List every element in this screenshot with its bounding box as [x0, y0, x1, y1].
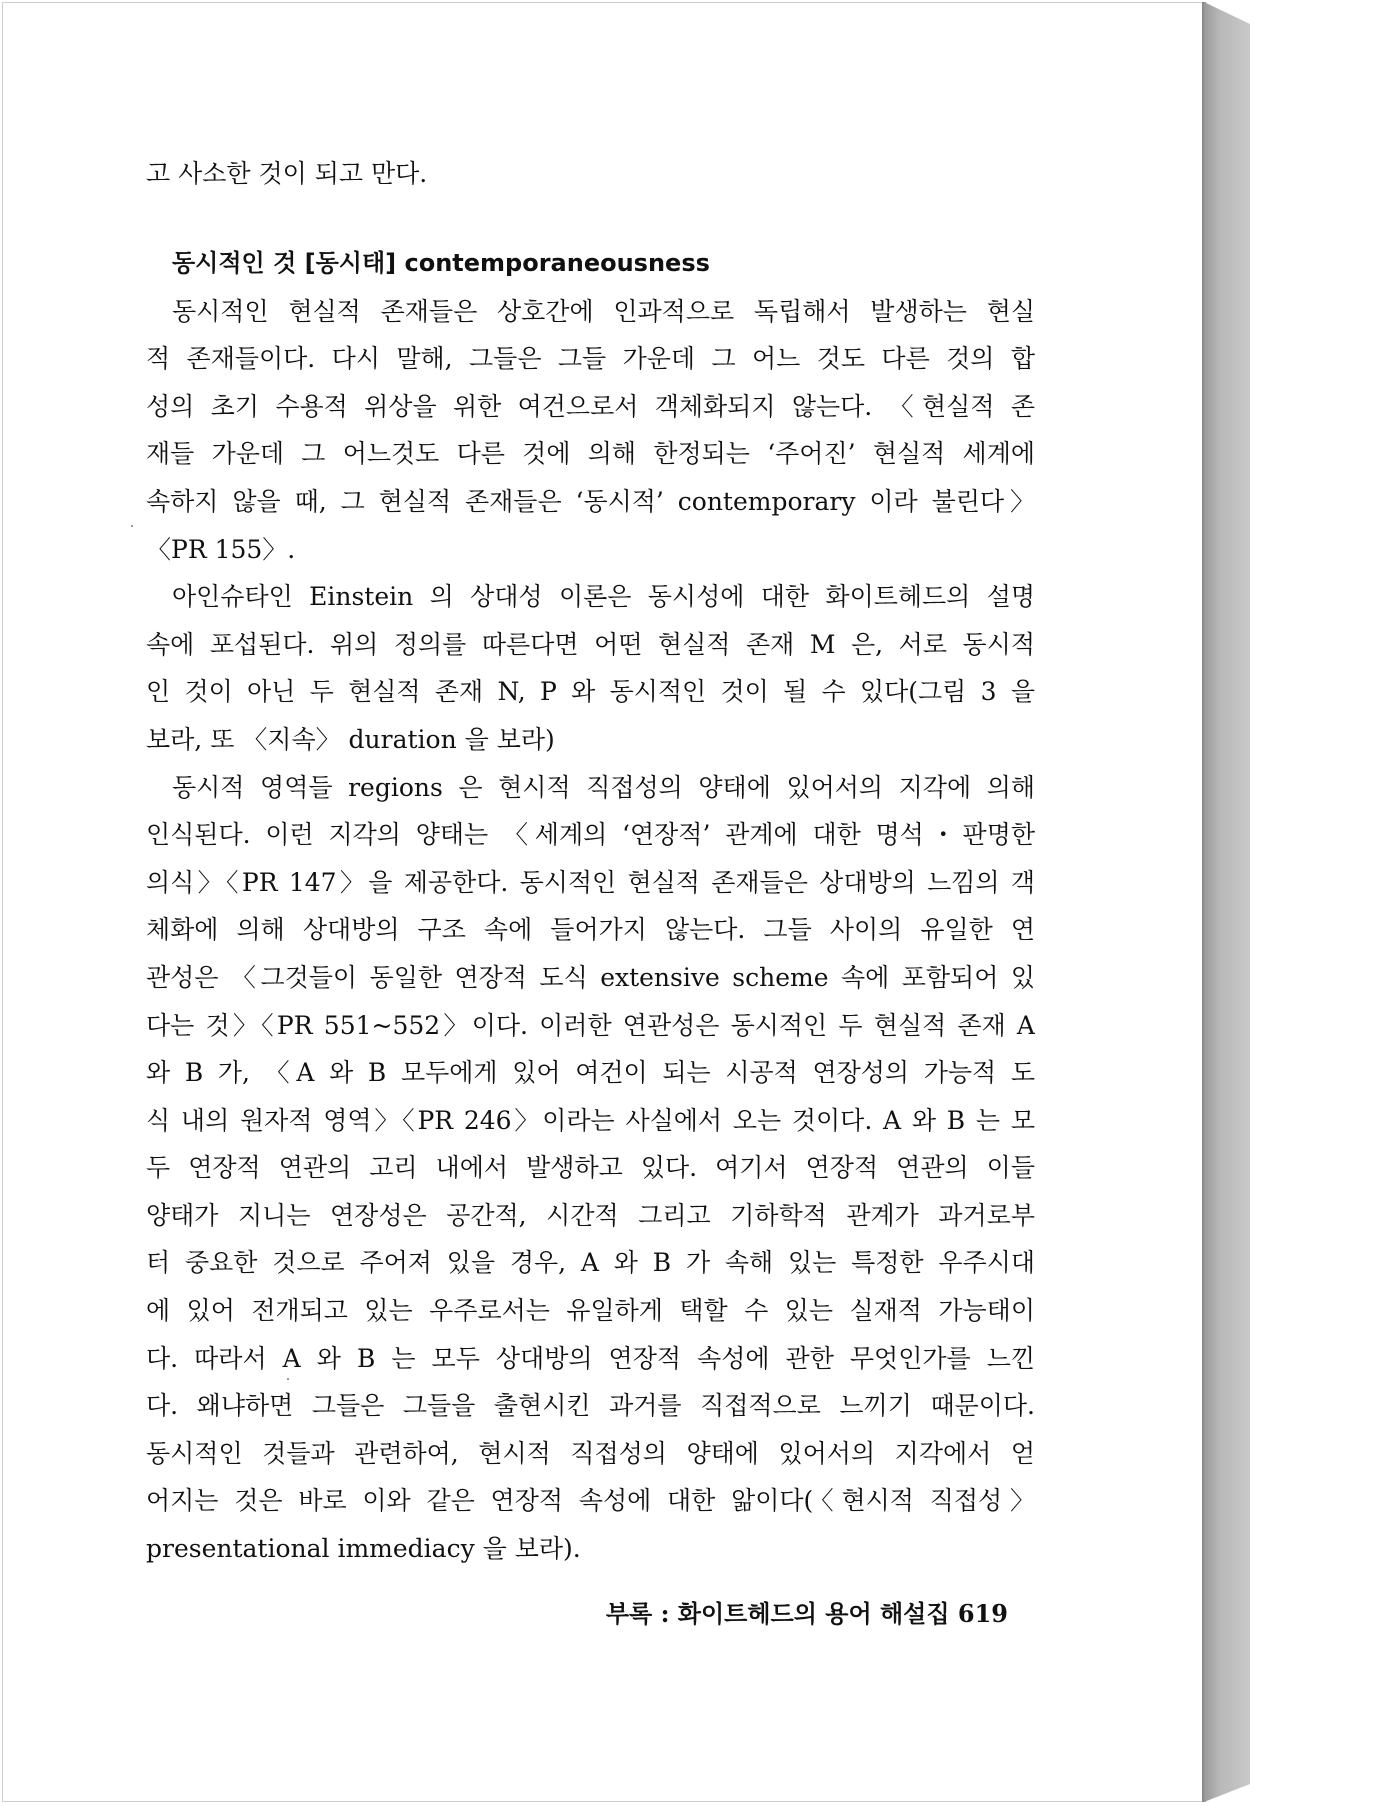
- entry-heading: 동시적인 것 [동시태] contemporaneousness: [172, 248, 710, 277]
- text-line: 의식〉〈PR 147〉을 제공한다. 동시적인 현실적 존재들은 상대방의 느낌의 객: [146, 867, 1035, 897]
- scan-speck: [287, 1378, 289, 1380]
- text-line: 양태가 지니는 연장성은 공간적, 시간적 그리고 기하학적 관계가 과거로부: [146, 1200, 1035, 1230]
- text-line: 와 B 가, 〈A 와 B 모두에게 있어 여건이 되는 시공적 연장성의 가능적 도: [146, 1058, 1035, 1088]
- text-line: 다. 왜냐하면 그들은 그들을 출현시킨 과거를 직접적으로 느끼기 때문이다.: [146, 1391, 1035, 1421]
- text-line: 터 중요한 것으로 주어져 있을 경우, A 와 B 가 속해 있는 특정한 우주시대: [146, 1248, 1035, 1278]
- page-body: [146, 150, 1035, 1573]
- running-footer: 부록 : 화이트헤드의 용어 해설집 619: [605, 1599, 1008, 1628]
- text-line: 다. 따라서 A 와 B 는 모두 상대방의 연장적 속성에 관한 무엇인가를 느낀: [146, 1343, 1035, 1373]
- paragraph: [146, 288, 1035, 574]
- paragraph: [146, 573, 1035, 763]
- text-line: 인식된다. 이런 지각의 양태는 〈세계의 ‘연장적’ 관계에 대한 명석・판명한: [146, 820, 1035, 850]
- text-line: 인 것이 아닌 두 현실적 존재 N, P 와 동시적인 것이 될 수 있다(그림 3 을: [146, 677, 1035, 707]
- text-line: 에 있어 전개되고 있는 우주로서는 유일하게 택할 수 있는 실재적 가능태이: [146, 1296, 1035, 1326]
- text-line: 속에 포섭된다. 위의 정의를 따른다면 어떤 현실적 존재 M 은, 서로 동시적: [146, 629, 1035, 659]
- page-stack-edge: [1204, 2, 1250, 1802]
- text-line: 두 연장적 연관의 고리 내에서 발생하고 있다. 여기서 연장적 연관의 이들: [146, 1153, 1035, 1183]
- text-line: 어지는 것은 바로 이와 같은 연장적 속성에 대한 앎이다(〈현시적 직접성〉: [146, 1486, 1035, 1516]
- text-line: 성의 초기 수용적 위상을 위한 여건으로서 객체화되지 않는다. 〈현실적 존: [146, 391, 1035, 421]
- text-line: 아인슈타인 Einstein 의 상대성 이론은 동시성에 대한 화이트헤드의 설명: [172, 582, 1035, 612]
- text-line: 식 내의 원자적 영역〉〈PR 246〉이라는 사실에서 오는 것이다. A 와 B 는 모: [146, 1105, 1035, 1135]
- paragraph: [146, 764, 1035, 1573]
- text-line: 보라, 또 〈지속〉 duration 을 보라): [146, 724, 555, 754]
- text-line: 관성은 〈그것들이 동일한 연장적 도식 extensive scheme 속에 포함되어 있: [146, 962, 1035, 992]
- text-line: presentational immediacy 을 보라).: [146, 1534, 581, 1564]
- text-line: 체화에 의해 상대방의 구조 속에 들어가지 않는다. 그들 사이의 유일한 연: [146, 915, 1035, 945]
- scan-speck: [131, 525, 133, 527]
- text-line: 다는 것〉〈PR 551~552〉이다. 이러한 연관성은 동시적인 두 현실적 존재 A: [146, 1010, 1035, 1040]
- entry-paragraphs: [146, 288, 1035, 1573]
- text-line: 동시적인 현실적 존재들은 상호간에 인과적으로 독립해서 발생하는 현실: [172, 296, 1035, 326]
- opening-line: 고 사소한 것이 되고 만다.: [146, 159, 428, 188]
- text-line: 〈PR 155〉.: [146, 534, 296, 564]
- text-line: 동시적인 것들과 관련하여, 현시적 직접성의 양태에 있어서의 지각에서 얻: [146, 1438, 1035, 1468]
- section-gap: [146, 198, 1035, 238]
- text-line: 적 존재들이다. 다시 말해, 그들은 그들 가운데 그 어느 것도 다른 것의 합: [146, 344, 1035, 374]
- text-line: 재들 가운데 그 어느것도 다른 것에 의해 한정되는 ‘주어진’ 현실적 세계에: [146, 439, 1035, 469]
- text-line: 동시적 영역들 regions 은 현시적 직접성의 양태에 있어서의 지각에 의해: [172, 772, 1035, 802]
- text-line: 속하지 않을 때, 그 현실적 존재들은 ‘동시적’ contemporary 이라 불린다〉: [146, 486, 1035, 516]
